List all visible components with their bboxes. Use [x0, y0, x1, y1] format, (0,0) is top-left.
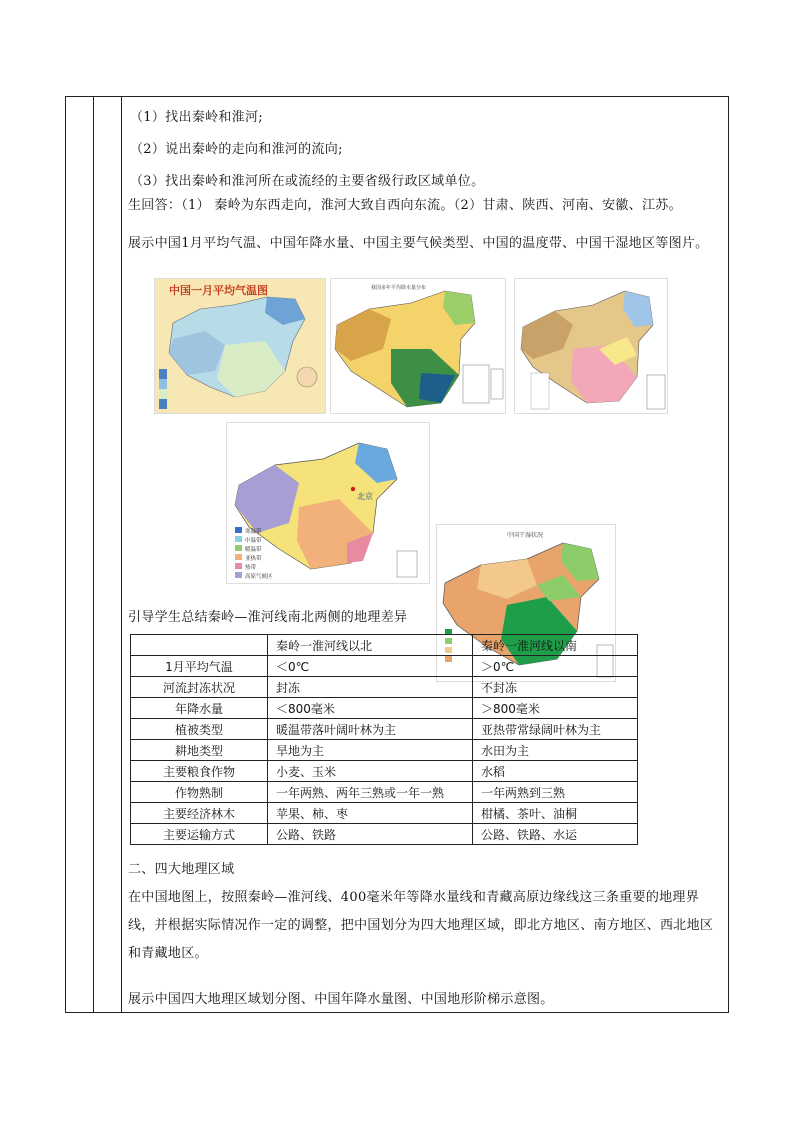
table-row: [131, 740, 638, 761]
legend-item: 亚热带: [245, 556, 262, 562]
table-cell: 水田为主: [473, 740, 638, 761]
table-cell: 作物熟制: [131, 782, 268, 803]
table-cell: ＜800毫米: [268, 698, 473, 719]
final-text: 展示中国四大地理区域划分图、中国年降水量图、中国地形阶梯示意图。: [128, 992, 554, 1007]
table-cell: 主要运输方式: [131, 824, 268, 845]
table-cell: 公路、铁路: [268, 824, 473, 845]
table-cell: ＞800毫米: [473, 698, 638, 719]
table-cell: 主要粮食作物: [131, 761, 268, 782]
legend-item: 高原气候区: [245, 574, 273, 580]
table-cell: 年降水量: [131, 698, 268, 719]
table-row: [131, 698, 638, 719]
table-header-cell: 秦岭一淮河线以北: [268, 635, 473, 656]
table-cell: 不封冻: [473, 677, 638, 698]
legend-item: 寒温带: [245, 529, 262, 535]
legend-item: 暖温带: [245, 547, 262, 553]
table-cell: 柑橘、茶叶、油桐: [473, 803, 638, 824]
guide-text: 引导学生总结秦岭—淮河线南北两侧的地理差异: [128, 610, 408, 625]
task-2: （2）说出秦岭的走向和淮河的流向;: [130, 142, 343, 157]
comparison-table: [130, 634, 638, 845]
table-header-row: [131, 635, 638, 656]
table-cell: 河流封冻状况: [131, 677, 268, 698]
table-cell: 暖温带落叶阔叶林为主: [268, 719, 473, 740]
table-row: [131, 803, 638, 824]
table-header-cell: [131, 635, 268, 656]
table-row: [131, 761, 638, 782]
table-row: [131, 677, 638, 698]
table-cell: ＜0℃: [268, 656, 473, 677]
table-cell: 水稻: [473, 761, 638, 782]
map-climate-types: [514, 278, 668, 414]
table-cell: 苹果、柿、枣: [268, 803, 473, 824]
map-dry-wet-title: 中国干湿状况: [507, 532, 544, 539]
table-cell: 一年两熟、两年三熟或一年一熟: [268, 782, 473, 803]
table-cell: 主要经济林木: [131, 803, 268, 824]
beijing-label: 北京: [357, 492, 373, 501]
table-row: [131, 719, 638, 740]
table-cell: 1月平均气温: [131, 656, 268, 677]
table-cell: 植被类型: [131, 719, 268, 740]
legend-item: 中温带: [245, 538, 262, 544]
map-precip-title: 我国多年平均降水量分布: [371, 285, 427, 291]
show-maps-text: 展示中国1月平均气温、中国年降水量、中国主要气候类型、中国的温度带、中国干湿地区等图片。: [128, 236, 709, 251]
map-jan-temp-title: 中国一月平均气温图: [169, 284, 268, 297]
table-column-2: [93, 97, 122, 1012]
map-precipitation: [330, 278, 506, 414]
section-paragraph: 在中国地图上，按照秦岭—淮河线、400毫米年等降水量线和青藏高原边缘线这三条重要的地理界线，并根据实际情况作一定的调整，把中国划分为四大地理区域，即北方地区、南方地区、西北地区和青藏地区。: [128, 890, 714, 961]
student-answer: 生回答：（1） 秦岭为东西走向，淮河大致自西向东流。（2）甘肃、陕西、河南、安徽、江苏。: [128, 198, 682, 213]
table-cell: ＞0℃: [473, 656, 638, 677]
table-cell: 封冻: [268, 677, 473, 698]
map-temperature-zones: [226, 422, 430, 584]
map-jan-temperature: [154, 278, 326, 414]
task-1: （1）找出秦岭和淮河;: [130, 110, 263, 125]
table-cell: 耕地类型: [131, 740, 268, 761]
task-3: （3）找出秦岭和淮河所在或流经的主要省级行政区域单位。: [130, 174, 485, 189]
table-row: [131, 824, 638, 845]
table-cell: 旱地为主: [268, 740, 473, 761]
table-cell: 公路、铁路、水运: [473, 824, 638, 845]
table-cell: 亚热带常绿阔叶林为主: [473, 719, 638, 740]
legend-item: 热带: [245, 565, 257, 571]
table-cell: 小麦、玉米: [268, 761, 473, 782]
table-column-1: [66, 97, 94, 1012]
section-title: 二、四大地理区域: [128, 862, 235, 877]
table-cell: 一年两熟到三熟: [473, 782, 638, 803]
table-row: [131, 656, 638, 677]
table-header-cell: 秦岭一淮河线以南: [473, 635, 638, 656]
table-row: [131, 782, 638, 803]
